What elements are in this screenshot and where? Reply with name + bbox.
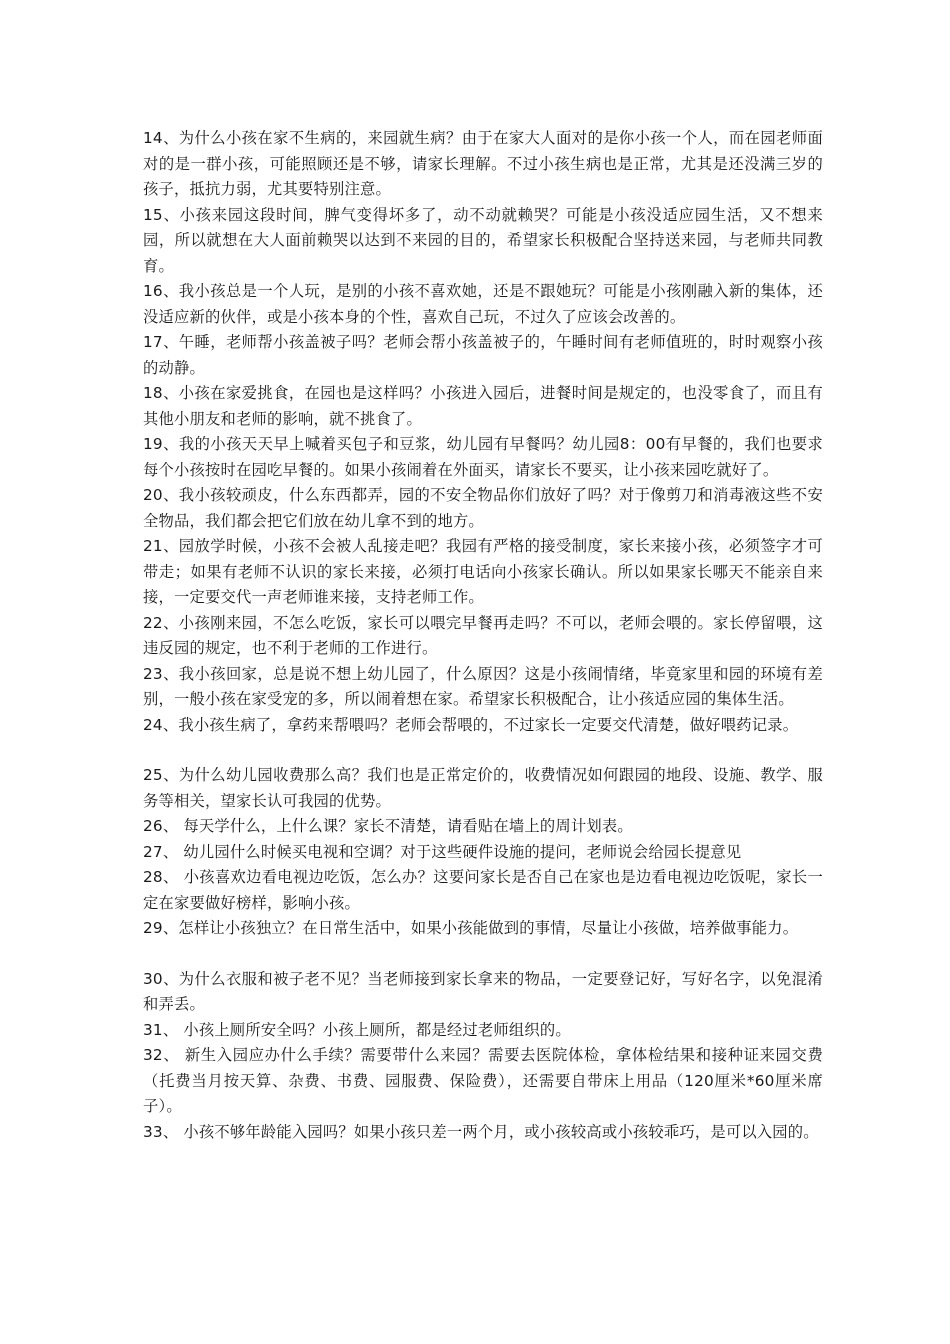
faq-item-19: 19、我的小孩天天早上喊着买包子和豆浆，幼儿园有早餐吗？幼儿园8：00有早餐的，我们也要求每个小孩按时在园吃早餐的。如果小孩闹着在外面买，请家长不要买，让小孩来园吃就好了。 xyxy=(143,435,823,479)
faq-item-31: 31、 小孩上厕所安全吗？小孩上厕所，都是经过老师组织的。 xyxy=(143,1020,571,1039)
faq-item-26: 26、 每天学什么，上什么课？家长不清楚，请看贴在墙上的周计划表。 xyxy=(143,817,633,835)
faq-item-23: 23、我小孩回家，总是说不想上幼儿园了，什么原因？这是小孩闹情绪，毕竟家里和园的环境有差别，一般小孩在家受宠的多，所以闹着想在家。希望家长积极配合，让小孩适应园的集体生活。 xyxy=(143,664,823,708)
faq-item-17: 17、午睡，老师帮小孩盖被子吗？老师会帮小孩盖被子的，午睡时间有老师值班的，时时观察小孩的动静。 xyxy=(143,333,823,377)
faq-item-15: 15、小孩来园这段时间，脾气变得坏多了，动不动就赖哭？可能是小孩没适应园生活，又不想来园，所以就想在大人面前赖哭以达到不来园的目的，希望家长积极配合坚持送来园，与老师共同教育。 xyxy=(143,205,823,275)
document-page xyxy=(143,126,823,1145)
faq-item-32: 32、 新生入园应办什么手续？需要带什么来园？需要去医院体检，拿体检结果和接种证来园交费（托费当月按天算、杂费、书费、园服费、保险费），还需要自带床上用品（120厘米*60厘米席子）。 xyxy=(143,1046,823,1115)
faq-item-21: 21、园放学时候，小孩不会被人乱接走吧？我园有严格的接受制度，家长来接小孩，必须签字才可带走；如果有老师不认识的家长来接，必须打电话向小孩家长确认。所以如果家长哪天不能亲自来接，一定要交代一声老师谁来接，支持老师工作。 xyxy=(143,537,823,606)
blank-line xyxy=(143,942,823,967)
faq-item-29: 29、怎样让小孩独立？在日常生活中，如果小孩能做到的事情，尽量让小孩做，培养做事能力。 xyxy=(143,919,799,937)
blank-line xyxy=(143,738,823,763)
faq-item-14: 14、为什么小孩在家不生病的，来园就生病？由于在家大人面对的是你小孩一个人，而在园老师面对的是一群小孩，可能照顾还是不够，请家长理解。不过小孩生病也是正常，尤其是还没满三岁的孩子，抵抗力弱，尤其要特别注意。 xyxy=(143,129,823,198)
faq-item-16: 16、我小孩总是一个人玩，是别的小孩不喜欢她，还是不跟她玩？可能是小孩刚融入新的集体，还没适应新的伙伴，或是小孩本身的个性，喜欢自己玩，不过久了应该会改善的。 xyxy=(143,282,823,326)
faq-item-28: 28、 小孩喜欢边看电视边吃饭，怎么办？这要问家长是否自己在家也是边看电视边吃饭呢，家长一定在家要做好榜样，影响小孩。 xyxy=(143,868,823,912)
faq-item-24: 24、我小孩生病了，拿药来帮喂吗？老师会帮喂的，不过家长一定要交代清楚，做好喂药记录。 xyxy=(143,715,799,734)
faq-item-22: 22、小孩刚来园，不怎么吃饭，家长可以喂完早餐再走吗？不可以，老师会喂的。家长停留喂，这违反园的规定，也不利于老师的工作进行。 xyxy=(143,613,823,657)
faq-item-20: 20、我小孩较顽皮，什么东西都弄，园的不安全物品你们放好了吗？对于像剪刀和消毒液这些不安全物品，我们都会把它们放在幼儿拿不到的地方。 xyxy=(143,486,823,530)
faq-item-18: 18、小孩在家爱挑食，在园也是这样吗？小孩进入园后，进餐时间是规定的，也没零食了，而且有其他小朋友和老师的影响，就不挑食了。 xyxy=(143,384,823,428)
faq-item-27: 27、 幼儿园什么时候买电视和空调？对于这些硬件设施的提问，老师说会给园长提意见 xyxy=(143,842,742,861)
faq-item-25: 25、为什么幼儿园收费那么高？我们也是正常定价的，收费情况如何跟园的地段、设施、教学、服务等相关，望家长认可我园的优势。 xyxy=(143,766,823,810)
faq-item-30: 30、为什么衣服和被子老不见？当老师接到家长拿来的物品，一定要登记好，写好名字，以免混淆和弄丢。 xyxy=(143,969,823,1013)
faq-item-33: 33、 小孩不够年龄能入园吗？如果小孩只差一两个月，或小孩较高或小孩较乖巧，是可以入园的。 xyxy=(143,1122,819,1141)
